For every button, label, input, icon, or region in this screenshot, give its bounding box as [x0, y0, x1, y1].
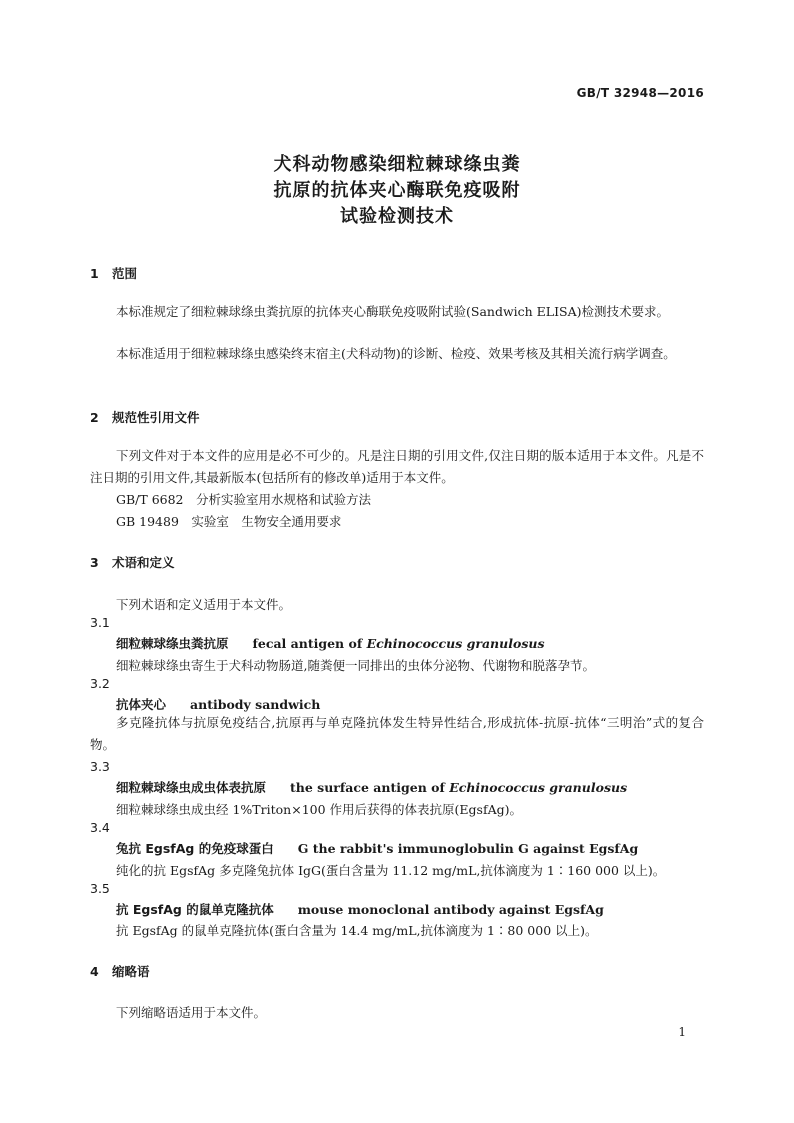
term-chinese: 细粒棘球绦虫成虫体表抗原	[116, 780, 267, 795]
section-number: 1	[90, 266, 99, 281]
term-english: fecal antigen of Echinococcus granulosus	[252, 636, 545, 651]
section-3-intro: 下列术语和定义适用于本文件。	[116, 597, 292, 612]
section-1-paragraph-2: 本标准适用于细粒棘球绦虫感染终末宿主(犬科动物)的诊断、检疫、效果考核及其相关流行病学调查。	[116, 346, 676, 361]
species-name: Echinococcus granulosus	[366, 636, 545, 651]
section-title: 缩略语	[112, 964, 150, 979]
reference-gb-19489: GB 19489 实验室 生物安全通用要求	[116, 514, 342, 529]
term-english: the surface antigen of Echinococcus granulosus	[290, 780, 628, 795]
section-title: 范围	[112, 266, 138, 281]
term-3-3	[116, 778, 627, 796]
page-number: 1	[678, 1025, 686, 1039]
section-title: 规范性引用文件	[112, 410, 200, 425]
species-name: Echinococcus granulosus	[449, 780, 628, 795]
term-chinese: 兔抗 EgsfAg 的免疫球蛋白	[116, 841, 274, 856]
term-3-1	[116, 634, 544, 652]
term-3-5-number: 3.5	[90, 881, 110, 896]
term-3-3-number: 3.3	[90, 759, 110, 774]
section-title: 术语和定义	[112, 555, 175, 570]
term-chinese: 细粒棘球绦虫粪抗原	[116, 636, 229, 651]
term-3-4-definition: 纯化的抗 EgsfAg 多克隆兔抗体 IgG(蛋白含量为 11.12 mg/mL,抗体滴度为 1∶160 000 以上)。	[116, 863, 666, 878]
term-3-2-number: 3.2	[90, 676, 110, 691]
term-3-1-number: 3.1	[90, 615, 110, 630]
term-3-1-definition: 细粒棘球绦虫寄生于犬科动物肠道,随粪便一同排出的虫体分泌物、代谢物和脱落孕节。	[116, 658, 595, 673]
section-number: 3	[90, 555, 99, 570]
section-number: 2	[90, 410, 99, 425]
term-chinese: 抗 EgsfAg 的鼠单克隆抗体	[116, 902, 274, 917]
term-english: G the rabbit's immunoglobulin G against EgsfAg	[297, 841, 639, 856]
term-3-4-number: 3.4	[90, 820, 110, 835]
section-1-heading	[90, 264, 137, 282]
section-4-heading	[90, 962, 150, 980]
term-english: mouse monoclonal antibody against EgsfAg	[297, 902, 604, 917]
section-4-intro: 下列缩略语适用于本文件。	[116, 1005, 267, 1020]
term-3-2	[116, 695, 320, 713]
term-3-5	[116, 900, 604, 918]
reference-gbt-6682: GB/T 6682 分析实验室用水规格和试验方法	[116, 492, 372, 507]
standard-code: GB/T 32948—2016	[576, 86, 704, 100]
term-3-5-definition: 抗 EgsfAg 的鼠单克隆抗体(蛋白含量为 14.4 mg/mL,抗体滴度为 1∶80 000 以上)。	[116, 923, 598, 938]
title-line-1: 犬科动物感染细粒棘球绦虫粪	[273, 154, 521, 175]
title-line-3: 试验检测技术	[340, 206, 454, 227]
section-3-heading	[90, 553, 175, 571]
section-number: 4	[90, 964, 99, 979]
term-3-2-definition: 多克隆抗体与抗原免疫结合,抗原再与单克隆抗体发生特异性结合,形成抗体-抗原-抗体“三明治”式的复合物。	[90, 715, 704, 752]
title-line-2: 抗原的抗体夹心酶联免疫吸附	[273, 180, 521, 201]
term-3-3-definition: 细粒棘球绦虫成虫经 1%Triton×100 作用后获得的体表抗原(EgsfAg)。	[116, 802, 522, 817]
term-english: antibody sandwich	[190, 697, 321, 712]
section-1-paragraph-1: 本标准规定了细粒棘球绦虫粪抗原的抗体夹心酶联免疫吸附试验(Sandwich ELISA)检测技术要求。	[116, 304, 669, 319]
term-3-4	[116, 839, 638, 857]
section-2-paragraph: 下列文件对于本文件的应用是必不可少的。凡是注日期的引用文件,仅注日期的版本适用于本文件。凡是不注日期的引用文件,其最新版本(包括所有的修改单)适用于本文件。	[90, 448, 704, 485]
term-chinese: 抗体夹心	[116, 697, 167, 712]
section-2-heading	[90, 408, 200, 426]
